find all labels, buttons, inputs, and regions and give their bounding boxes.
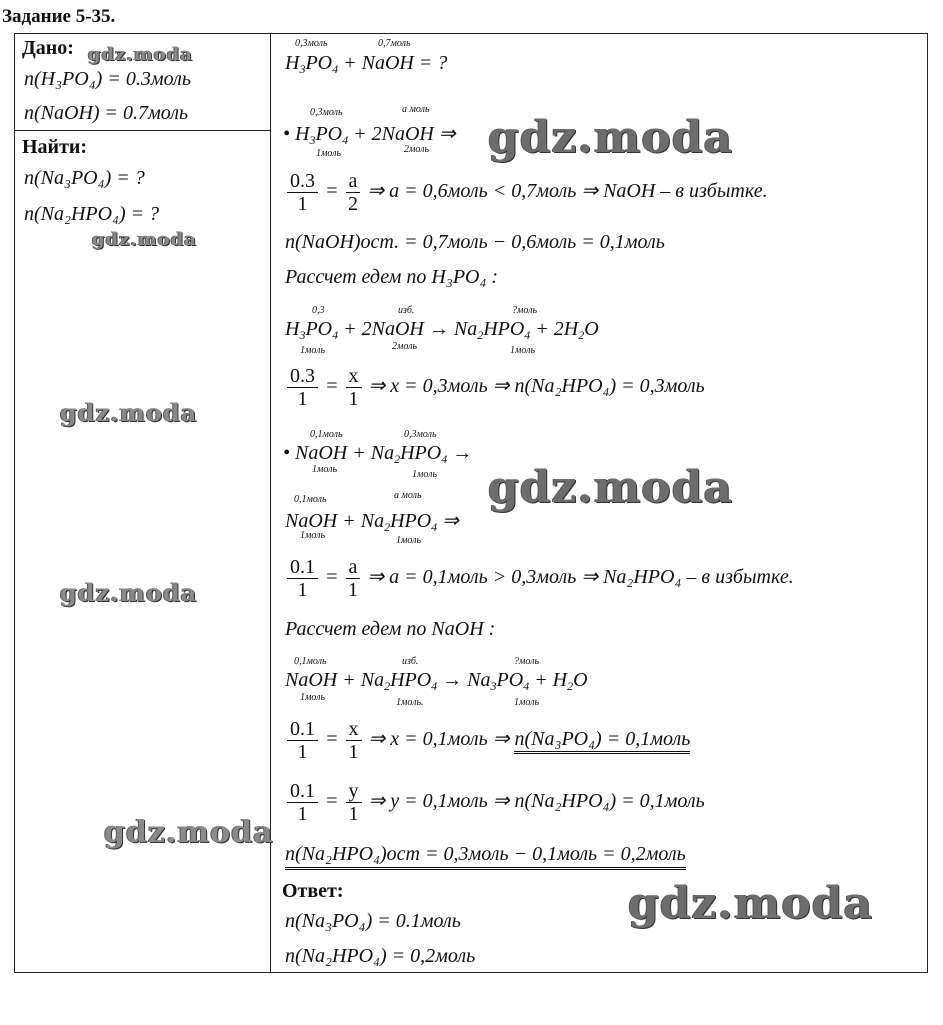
numerator: 0.3: [287, 365, 318, 388]
proportion-result: ⇒ x = 0,3моль ⇒ n(Na₂HPO₄) = 0,3моль: [368, 375, 705, 398]
task-title: Задание 5-35.: [2, 6, 116, 27]
given-heading: Дано:: [22, 37, 74, 59]
numerator: 0.3: [287, 170, 318, 193]
proportion-line: $\frac{0.3}{1}$ = $\frac{x}{1}$ ⇒ x = 0,3моль ⇒ n(Na₂HPO₄) = 0,3моль: [285, 365, 705, 410]
amount-label: 0,3моль: [404, 429, 437, 440]
proportion-line: $\frac{0.1}{1}$ = $\frac{a}{1}$ ⇒ a = 0,1моль > 0,3моль ⇒ Na₂HPO₄ – в избытке.: [285, 556, 794, 601]
given-item: n(NaOH) = 0.7моль: [24, 102, 189, 124]
amount-label: 0,3моль: [295, 38, 328, 49]
proportion-result: ⇒ x = 0,1моль ⇒: [368, 728, 510, 751]
given-find-divider: [14, 130, 271, 131]
amount-label: ?моль: [514, 656, 540, 667]
proportion-result: ⇒ a = 0,1моль > 0,3моль ⇒ Na₂HPO₄ – в избытке.: [367, 566, 794, 589]
answer-item: n(Na₃PO₄) = 0.1моль: [285, 910, 461, 932]
amount-label: а моль: [402, 104, 430, 115]
coefficient-label: 2моль: [404, 144, 430, 155]
numerator: x: [346, 718, 362, 741]
watermark: gdz.moda: [488, 462, 734, 513]
coefficient-label: 1моль: [316, 148, 342, 159]
answer-heading: Ответ:: [282, 880, 344, 902]
excess-calc: n(NaOH)ост. = 0,7моль − 0,6моль = 0,1моль: [285, 231, 665, 253]
amount-label: а моль: [394, 490, 422, 501]
result-na3po4: n(Na₃PO₄) = 0,1моль: [514, 728, 690, 754]
given-item: n(H₃PO₄) = 0.3моль: [24, 68, 191, 90]
amount-label: 0,3: [312, 305, 325, 316]
denominator: 1: [297, 579, 308, 601]
coefficient-label: 1моль: [300, 530, 326, 541]
calc-note: Рассчет едем по H₃PO₄ :: [285, 266, 499, 288]
denominator: 1: [297, 741, 308, 763]
coefficient-label: 2моль: [392, 341, 418, 352]
denominator: 1: [297, 803, 308, 825]
coefficient-label: 1моль: [300, 345, 326, 356]
proportion-line: $\frac{0.1}{1}$ = $\frac{y}{1}$ ⇒ y = 0,1моль ⇒ n(Na₂HPO₄) = 0,1моль: [285, 780, 705, 825]
amount-label: 0,7моль: [378, 38, 411, 49]
find-heading: Найти:: [22, 136, 88, 158]
amount-label: изб.: [402, 656, 419, 667]
amount-label: 0,1моль: [310, 429, 343, 440]
reaction-3: • NaOH + $Na_2HPO_4$ →: [283, 442, 473, 466]
amount-label: изб.: [398, 305, 415, 316]
denominator: 1: [347, 579, 358, 601]
proportion-result: ⇒ a = 0,6моль < 0,7моль ⇒ NaOH – в избытке.: [367, 180, 768, 203]
reaction-question: $H_3PO_4$ + NaOH = ?: [285, 52, 448, 76]
proportion-line: $\frac{0.3}{1}$ = $\frac{a}{2}$ ⇒ a = 0,6моль < 0,7моль ⇒ NaOH – в избытке.: [285, 170, 768, 215]
watermark: gdz.moda: [104, 815, 274, 850]
denominator: 1: [297, 193, 308, 215]
watermark: gdz.moda: [60, 578, 198, 607]
numerator: x: [346, 365, 362, 388]
numerator: 0.1: [287, 556, 318, 579]
denominator: 1: [348, 388, 359, 410]
denominator: 1: [348, 741, 359, 763]
watermark: gdz.moda: [92, 229, 197, 250]
amount-label: 0,3моль: [310, 107, 343, 118]
reaction-4: NaOH + $Na_2HPO_4$ ⇒: [285, 510, 459, 534]
watermark: gdz.moda: [60, 398, 198, 427]
coefficient-label: 1моль: [510, 345, 536, 356]
result-na2hpo4: n(Na₂HPO₄)ост = 0,3моль − 0,1моль = 0,2моль: [285, 843, 686, 870]
coefficient-label: 1моль: [412, 469, 438, 480]
numerator: a: [346, 556, 361, 579]
numerator: y: [346, 780, 362, 803]
proportion-line: $\frac{0.1}{1}$ = $\frac{x}{1}$ ⇒ x = 0,1моль ⇒ n(Na₃PO₄) = 0,1моль: [285, 718, 690, 763]
find-item: n(Na₃PO₄) = ?: [24, 167, 145, 189]
numerator: 0.1: [287, 718, 318, 741]
coefficient-label: 1моль.: [396, 697, 424, 708]
denominator: 1: [297, 388, 308, 410]
proportion-result: ⇒ y = 0,1моль ⇒ n(Na₂HPO₄) = 0,1моль: [368, 790, 705, 813]
coefficient-label: 1моль: [396, 535, 422, 546]
reaction-2: $H_3PO_4$ + 2NaOH → $Na_2HPO_4 + 2H_2O$: [285, 318, 599, 342]
coefficient-label: 1моль: [300, 692, 326, 703]
calc-note: Рассчет едем по NaOH :: [285, 618, 496, 640]
amount-label: ?моль: [512, 305, 538, 316]
numerator: 0.1: [287, 780, 318, 803]
answer-item: n(Na₂HPO₄) = 0,2моль: [285, 945, 476, 967]
denominator: 2: [347, 193, 358, 215]
denominator: 1: [348, 803, 359, 825]
find-item: n(Na₂HPO₄) = ?: [24, 203, 160, 225]
coefficient-label: 1моль: [514, 697, 540, 708]
reaction-5: NaOH + $Na_2HPO_4 \to Na_3PO_4 + H_2O$: [285, 669, 588, 693]
reaction-1: • $H_3PO_4$ + 2NaOH ⇒: [283, 123, 456, 147]
watermark: gdz.moda: [628, 878, 874, 929]
watermark: gdz.moda: [88, 44, 193, 65]
amount-label: 0,1моль: [294, 656, 327, 667]
coefficient-label: 1моль: [312, 464, 338, 475]
watermark: gdz.moda: [488, 112, 734, 163]
numerator: a: [346, 170, 361, 193]
amount-label: 0,1моль: [294, 494, 327, 505]
